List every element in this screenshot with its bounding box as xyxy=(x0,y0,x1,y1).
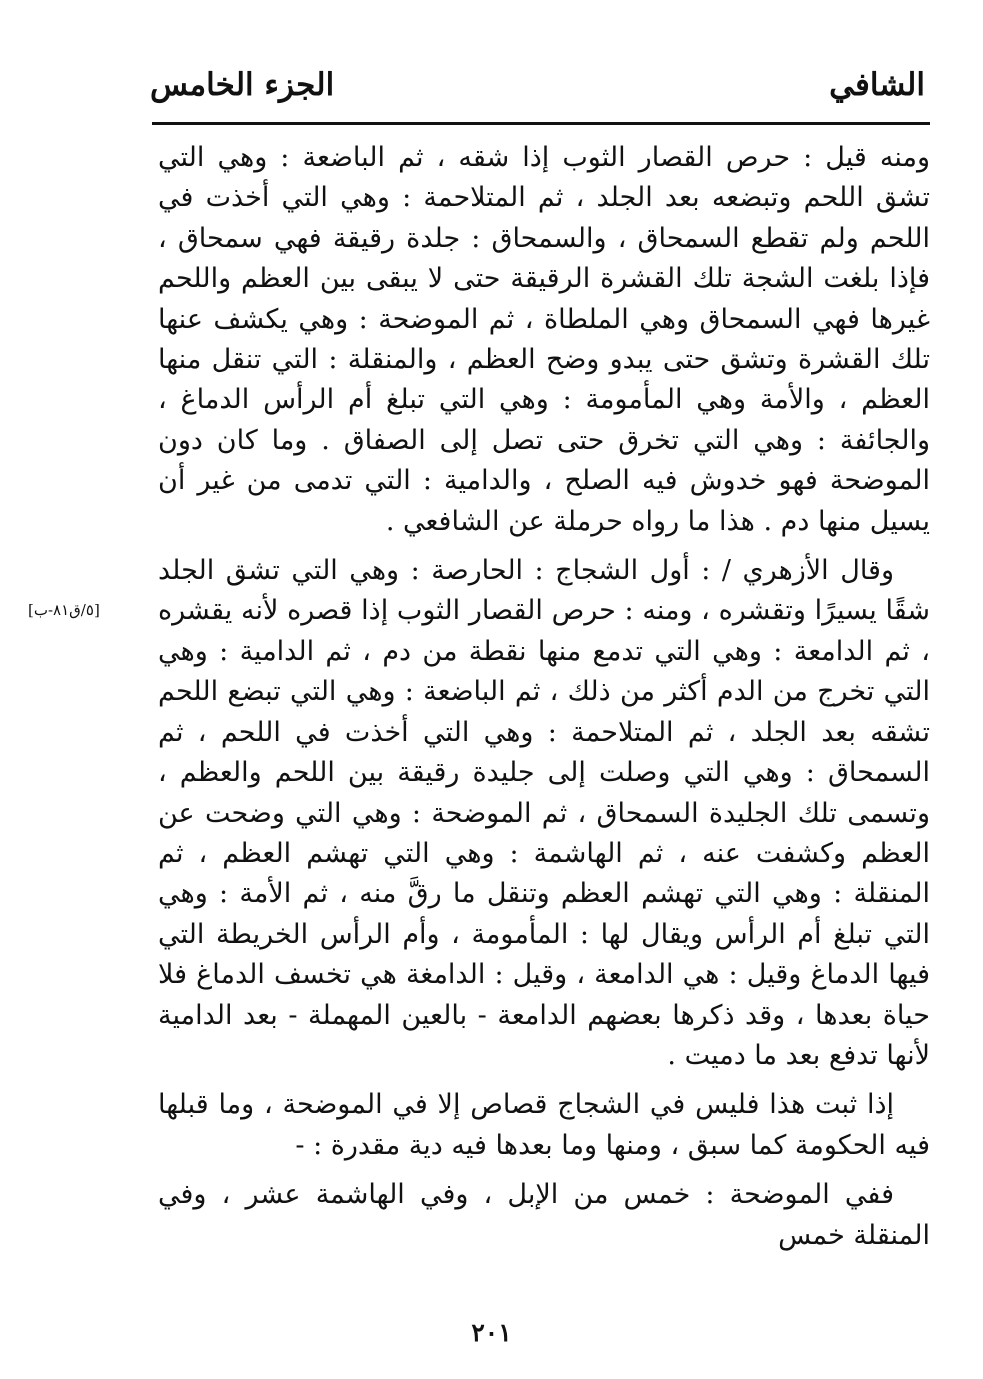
header-divider xyxy=(152,122,930,125)
volume-title: الجزء الخامس xyxy=(150,67,335,103)
manuscript-folio-reference: [٥/ق٨١-ب] xyxy=(28,601,100,619)
paragraph-3: إذا ثبت هذا فليس في الشجاج قصاص إلا في الموضحة ، وما قبلها فيه الحكومة كما سبق ، ومنها وما بعدها فيه دية مقدرة : - xyxy=(158,1089,930,1161)
book-title: الشافي xyxy=(829,67,925,103)
page-number: ٢٠١ xyxy=(471,1318,512,1347)
paragraph-4: ففي الموضحة : خمس من الإبل ، وفي الهاشمة عشر ، وفي المنقلة خمس xyxy=(158,1179,930,1251)
paragraph-2: وقال الأزهري / : أول الشجاج : الحارصة : وهي التي تشق الجلد شقًا يسيرًا وتقشره ، ومنه : حرص القصار الثوب إذا قصره لأنه يقشره ، ثم الدامعة : وهي التي تدمع منها نقطة من دم ، ثم الدامية : وهي التي تخرج من الدم أكثر من ذلك ، ثم الباضعة : وهي التي تبضع اللحم تشقه بعد الجلد ، ثم المتلاحمة : وهي التي أخذت في اللحم ، ثم السمحاق : وهي التي وصلت إلى جليدة رقيقة بين اللحم والعظم ، وتسمى تلك الجليدة السمحاق ، ثم الموضحة : وهي التي وضحت عن العظم وكشفت عنه ، ثم الهاشمة : وهي التي تهشم العظم ، ثم المنقلة : وهي التي تهشم العظم وتنقل ما رقَّ منه ، ثم الأمة : وهي التي تبلغ أم الرأس ويقال لها : المأمومة ، وأم الرأس الخريطة التي فيها الدماغ وقيل : هي الدامعة ، وقيل : الدامغة هي تخسف الدماغ فلا حياة بعدها ، وقد ذكرها بعضهم الدامعة - بالعين المهملة - بعد الدامية لأنها تدفع بعد ما دميت . xyxy=(158,555,930,1071)
page-body xyxy=(158,138,930,1256)
paragraph-1: ومنه قيل : حرص القصار الثوب إذا شقه ، ثم الباضعة : وهي التي تشق اللحم وتبضعه بعد الجلد ، ثم المتلاحمة : وهي التي أخذت في اللحم ولم تقطع السمحاق ، والسمحاق : جلدة رقيقة فهي سمحاق ، فإذا بلغت الشجة تلك القشرة الرقيقة حتى لا يبقى بين العظم واللحم غيرها فهي السمحاق وهي الملطاة ، ثم الموضحة : وهي يكشف عنها تلك القشرة وتشق حتى يبدو وضح العظم ، والمنقلة : التي تنقل منها العظم ، والأمة وهي المأمومة : وهي التي تبلغ أم الرأس الدماغ ، والجائفة : وهي التي تخرق حتى تصل إلى الصفاق . وما كان دون الموضحة فهو خدوش فيه الصلح ، والدامية : التي تدمى من غير أن يسيل منها دم . هذا ما رواه حرملة عن الشافعي . xyxy=(158,142,930,537)
